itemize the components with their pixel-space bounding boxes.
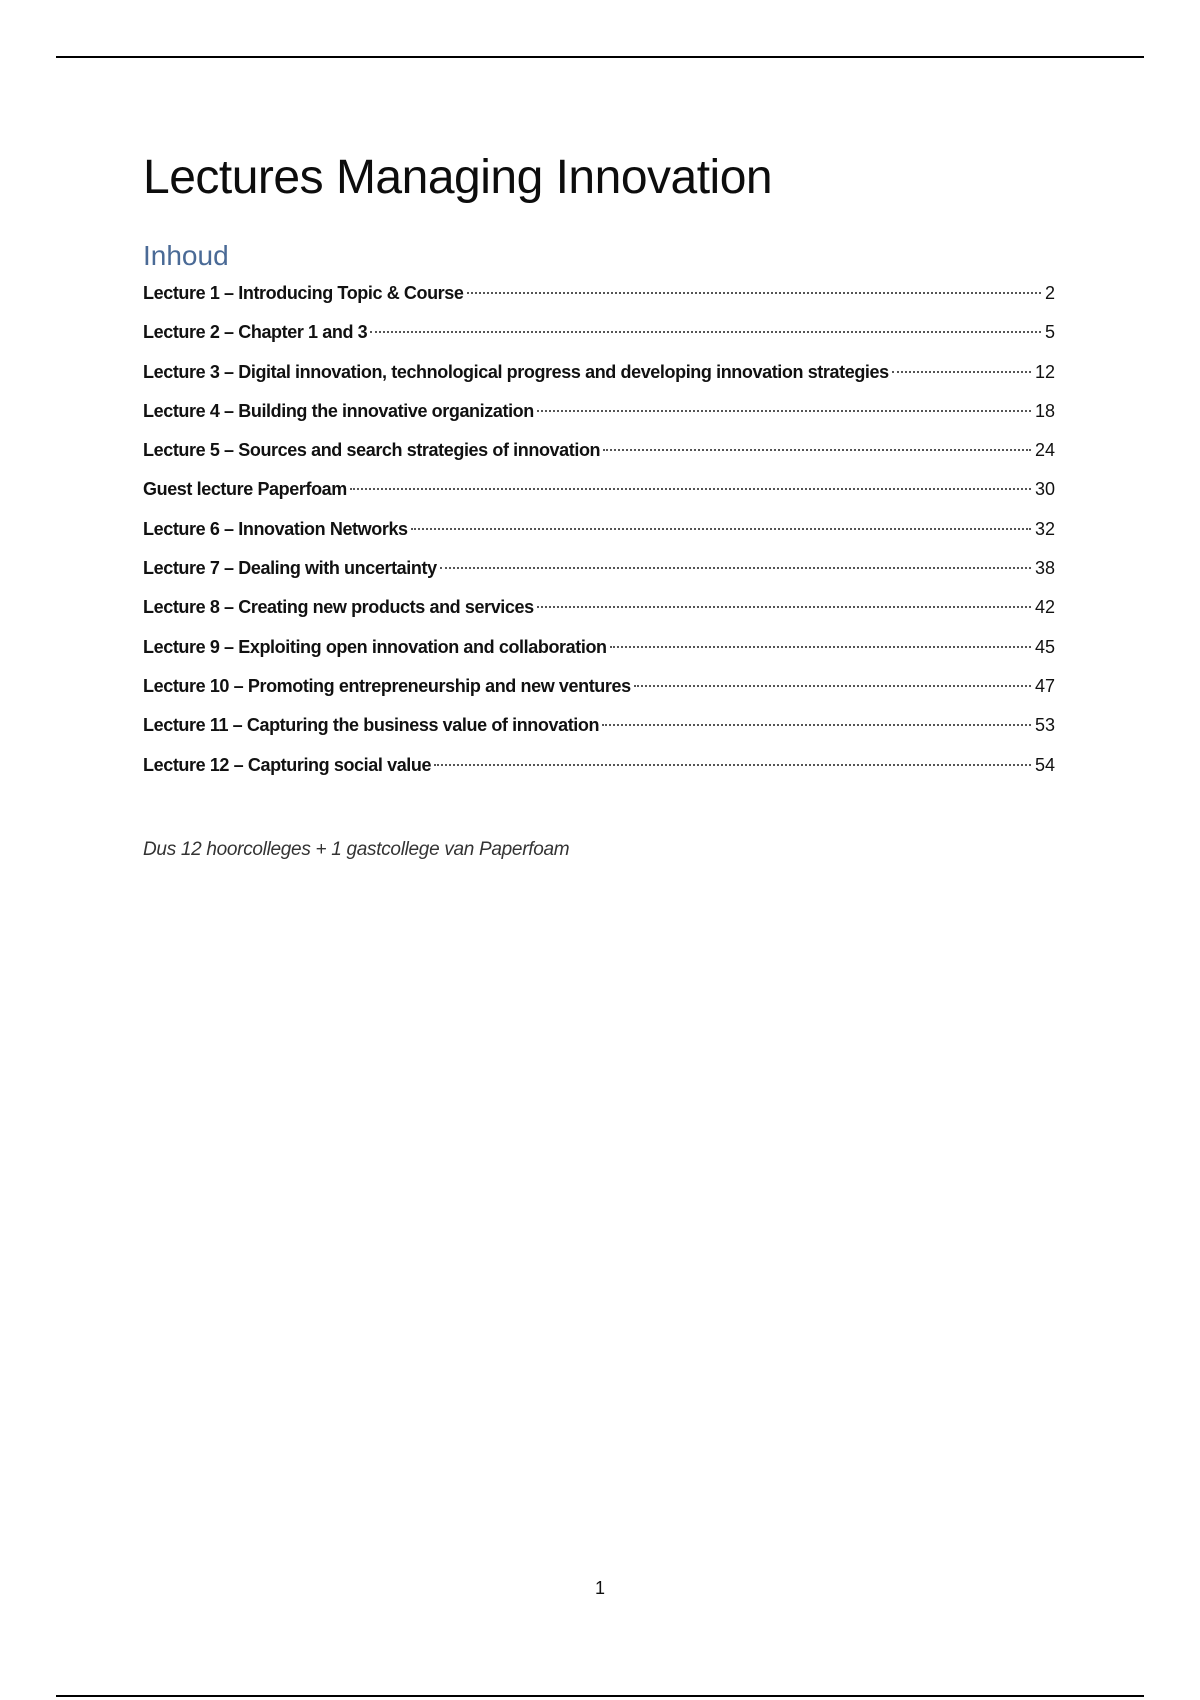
toc-entry-page: 24	[1034, 440, 1055, 461]
toc-entry-page: 12	[1034, 361, 1055, 382]
summary-note: Dus 12 hoorcolleges + 1 gastcollege van Paperfoam	[143, 839, 570, 860]
bottom-rule	[56, 1695, 1144, 1697]
dot-leader	[411, 528, 1031, 530]
toc-entry-lecture-4[interactable]	[143, 396, 1055, 435]
toc-entry-title: Lecture 7 – Dealing with uncertainty	[143, 558, 437, 579]
toc-entry-title: Lecture 11 – Capturing the business value of innovation	[143, 715, 600, 736]
toc-entry-title: Lecture 6 – Innovation Networks	[143, 518, 408, 539]
dot-leader	[634, 685, 1031, 687]
dot-leader	[350, 488, 1031, 490]
toc-entry-lecture-5[interactable]	[143, 435, 1055, 474]
toc-entry-page: 5	[1044, 322, 1055, 343]
toc-entry-lecture-7[interactable]	[143, 553, 1055, 592]
dot-leader	[370, 331, 1041, 333]
dot-leader	[537, 410, 1031, 412]
dot-leader	[467, 292, 1041, 294]
dot-leader	[610, 646, 1031, 648]
toc-entry-page: 18	[1034, 400, 1055, 421]
toc-entry-title: Lecture 3 – Digital innovation, technological progress and developing innovation strategies	[143, 361, 889, 382]
dot-leader	[537, 606, 1031, 608]
toc-entry-title: Lecture 12 – Capturing social value	[143, 754, 432, 775]
toc-heading: Inhoud	[143, 240, 229, 271]
toc-entry-title: Lecture 5 – Sources and search strategies of innovation	[143, 440, 601, 461]
toc-entry-lecture-8[interactable]	[143, 592, 1055, 631]
toc-entry-page: 47	[1034, 675, 1055, 696]
toc-entry-page: 42	[1034, 597, 1055, 618]
toc-entry-guest-lecture[interactable]	[143, 474, 1055, 513]
toc-entry-page: 54	[1034, 754, 1055, 775]
toc-entry-title: Lecture 1 – Introducing Topic & Course	[143, 283, 464, 303]
toc-entry-page: 30	[1034, 479, 1055, 500]
dot-leader	[892, 371, 1031, 373]
toc-entry-title: Lecture 10 – Promoting entrepreneurship and new ventures	[143, 675, 631, 696]
page-number: 1	[594, 1578, 605, 1598]
top-rule	[56, 56, 1144, 58]
toc-entry-title: Guest lecture Paperfoam	[143, 479, 347, 500]
dot-leader	[440, 567, 1031, 569]
toc-entry-lecture-9[interactable]	[143, 632, 1055, 671]
toc-entry-title: Lecture 2 – Chapter 1 and 3	[143, 322, 368, 343]
toc-entry-lecture-11[interactable]	[143, 710, 1055, 749]
toc-entry-title: Lecture 4 – Building the innovative organization	[143, 400, 534, 421]
dot-leader	[603, 449, 1031, 451]
toc-entry-title: Lecture 8 – Creating new products and services	[143, 597, 534, 618]
toc-entry-title: Lecture 9 – Exploiting open innovation and collaboration	[143, 636, 607, 657]
dot-leader	[434, 764, 1031, 766]
toc-entry-page: 32	[1034, 518, 1055, 539]
toc-entry-lecture-3[interactable]	[143, 357, 1055, 396]
toc-entry-lecture-12[interactable]	[143, 750, 1055, 789]
toc-entry-page: 45	[1034, 636, 1055, 657]
table-of-contents	[143, 278, 1055, 789]
toc-entry-lecture-10[interactable]	[143, 671, 1055, 710]
page-title: Lectures Managing Innovation	[143, 151, 773, 204]
dot-leader	[602, 724, 1031, 726]
toc-entry-lecture-2[interactable]	[143, 317, 1055, 356]
toc-entry-lecture-6[interactable]	[143, 514, 1055, 553]
toc-entry-lecture-1[interactable]	[143, 278, 1055, 317]
toc-entry-page: 38	[1034, 558, 1055, 579]
toc-entry-page: 53	[1034, 715, 1055, 736]
toc-entry-page: 2	[1044, 283, 1055, 303]
